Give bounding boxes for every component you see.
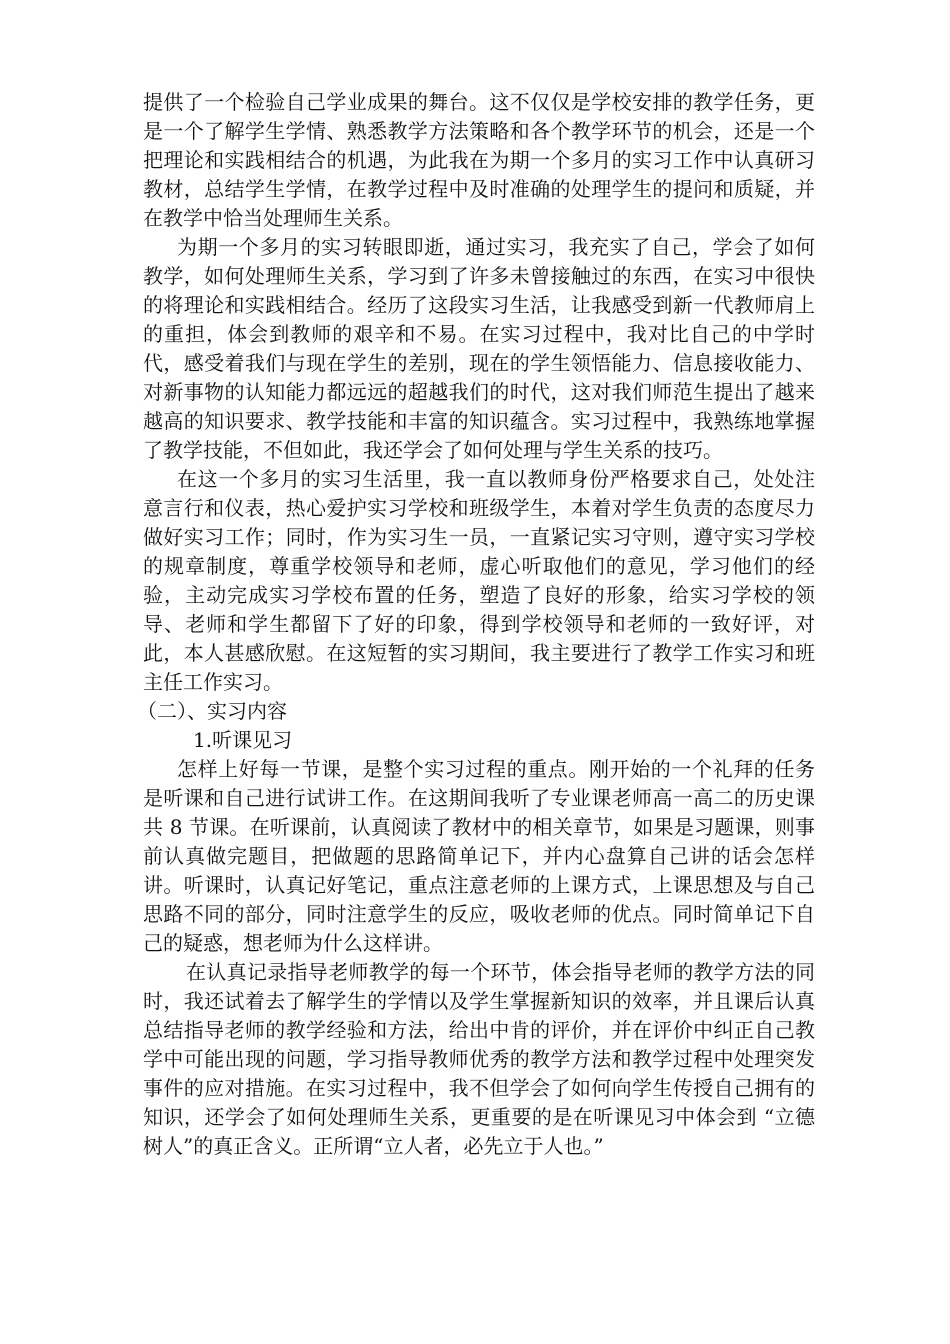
paragraph-reflection: 在认真记录指导老师教学的每一个环节，体会指导老师的教学方法的同时，我还试着去了解学生的学情以及学生掌握新知识的效率，并且课后认真总结指导老师的教学经验和方法，给出中肯的评价，并在评价中纠正自己教学中可能出现的问题，学习指导教师优秀的教学方法和教学过程中处理突发事件的应对措施。在实习过程中，我不但学会了如何向学生传授自己拥有的知识，还学会了如何处理师生关系，更重要的是在听课见习中体会到 “立德树人”的真正含义。正所谓“立人者，必先立于人也。” bbox=[143, 960, 815, 1158]
paragraph-observation: 怎样上好每一节课，是整个实习过程的重点。刚开始的一个礼拜的任务是听课和自己进行试讲工作。在这期间我听了专业课老师高一高二的历史课共 8 节课。在听课前，认真阅读了教材中的相关章节，如果是习题课，则事前认真做完题目，把做题的思路简单记下，并内心盘算自己讲的话会怎样讲。听课时，认真记好笔记，重点注意老师的上课方式，上课思想及与自己思路不同的部分，同时注意学生的反应，吸收老师的优点。同时简单记下自己的疑惑，想老师为什么这样讲。 bbox=[143, 757, 815, 955]
paragraph-conduct: 在这一个多月的实习生活里，我一直以教师身份严格要求自己，处处注意言行和仪表，热心爱护实习学校和班级学生，本着对学生负责的态度尽力做好实习工作；同时，作为实习生一员，一直紧记实习守则，遵守实习学校的规章制度，尊重学校领导和老师，虚心听取他们的意见，学习他们的经验，主动完成实习学校布置的任务，塑造了良好的形象，给实习学校的领导、老师和学生都留下了好的印象，得到学校领导和老师的一致好评，对此，本人甚感欣慰。在这短暂的实习期间，我主要进行了教学工作实习和班主任工作实习。 bbox=[143, 467, 815, 694]
paragraph-internship-summary: 为期一个多月的实习转眼即逝，通过实习，我充实了自己，学会了如何教学，如何处理师生关系，学习到了许多未曾接触过的东西，在实习中很快的将理论和实践相结合。经历了这段实习生活，让我感受到新一代教师肩上的重担，体会到教师的艰辛和不易。在实习过程中，我对比自己的中学时代，感受着我们与现在学生的差别，现在的学生领悟能力、信息接收能力、对新事物的认知能力都远远的超越我们的时代，这对我们师范生提出了越来越高的知识要求、教学技能和丰富的知识蕴含。实习过程中，我熟练地掌握了教学技能，不但如此，我还学会了如何处理与学生关系的技巧。 bbox=[143, 235, 815, 462]
subsection-heading: 1.听课见习 bbox=[193, 728, 293, 752]
paragraph-continuation: 提供了一个检验自己学业成果的舞台。这不仅仅是学校安排的教学任务，更是一个了解学生学情、熟悉教学方法策略和各个教学环节的机会，还是一个把理论和实践相结合的机遇，为此我在为期一个多月的实习工作中认真研习教材，总结学生学情，在教学过程中及时准确的处理学生的提问和质疑，并在教学中恰当处理师生关系。 bbox=[143, 90, 815, 230]
section-heading: （二）、实习内容 bbox=[137, 699, 287, 723]
document-page bbox=[137, 88, 815, 1161]
